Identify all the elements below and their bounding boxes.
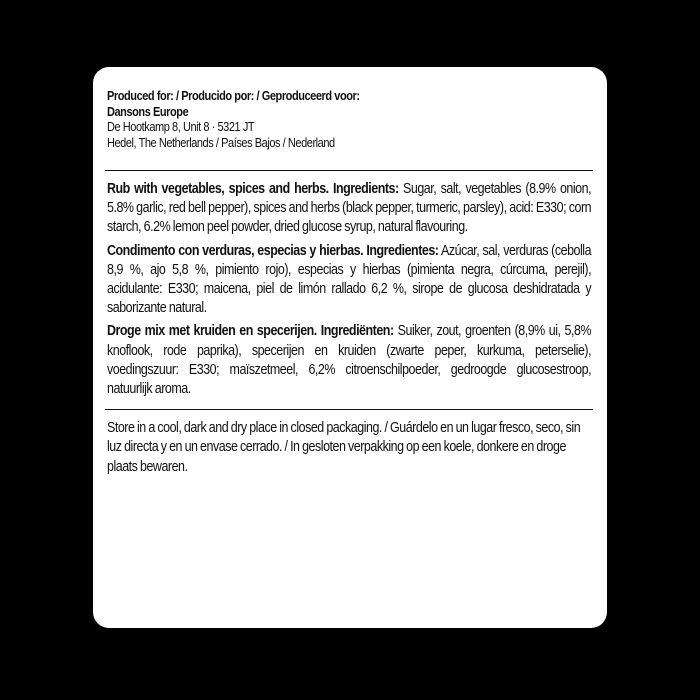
producer-company: Dansons Europe (107, 104, 189, 119)
ingredients-dutch-heading: Droge mix met kruiden en specerijen. Ingrediënten: (107, 323, 394, 340)
producer-address-line1: De Hootkamp 8, Unit 8 · 5321 JT (107, 120, 255, 134)
producer-address-line2: Hedel, The Netherlands / Países Bajos / Nederland (107, 135, 335, 150)
ingredients-spanish (107, 242, 591, 319)
ingredients-english-text: Sugar, salt, vegetables (8.9% onion, 5.8% garlic, red bell pepper), spices and herbs (black pepper, turmeric, parsley), acid: E330; corn starch, 6.2% lemon peel powder, dried glucose syrup, natural flavouring. (107, 181, 592, 236)
ingredients-spanish-heading: Condimento con verduras, especias y hierbas. Ingredientes: (107, 242, 439, 259)
product-label (93, 67, 607, 628)
producer-block (107, 89, 593, 151)
ingredients-dutch-text: Suiker, zout, groenten (8,9% ui, 5,8% knoflook, rode paprika), specerijen en kruiden (zwarte peper, kurkuma, peterselie), voedingszuur: E330; maïszetmeel, 6,2% citroenschilpoeder, gedroogde glucosestroop, natuurlijk aroma. (107, 323, 592, 398)
ingredients-section (107, 171, 591, 399)
ingredients-english (107, 180, 591, 238)
ingredients-spanish-text: Azúcar, sal, verduras (cebolla 8,9 %, ajo 5,8 %, pimiento rojo), especias y hierbas (pimienta negra, cúrcuma, perejil), acidulante: E330; maicena, piel de limón rallado 6,2 %, sirope de glucosa deshidratada y saborizante natural. (107, 242, 592, 317)
ingredients-dutch (107, 322, 591, 399)
producer-heading: Produced for: / Producido por: / Geproduceerd voor: (107, 89, 360, 103)
ingredients-english-heading: Rub with vegetables, spices and herbs. Ingredients: (107, 181, 399, 197)
storage-instructions: Store in a cool, dark and dry place in closed packaging. / Guárdelo en un lugar fresco, seco, sin luz directa y en un envase cerrado. / In gesloten verpakking op een koele, donkere en droge plaats bewaren. (107, 420, 581, 475)
